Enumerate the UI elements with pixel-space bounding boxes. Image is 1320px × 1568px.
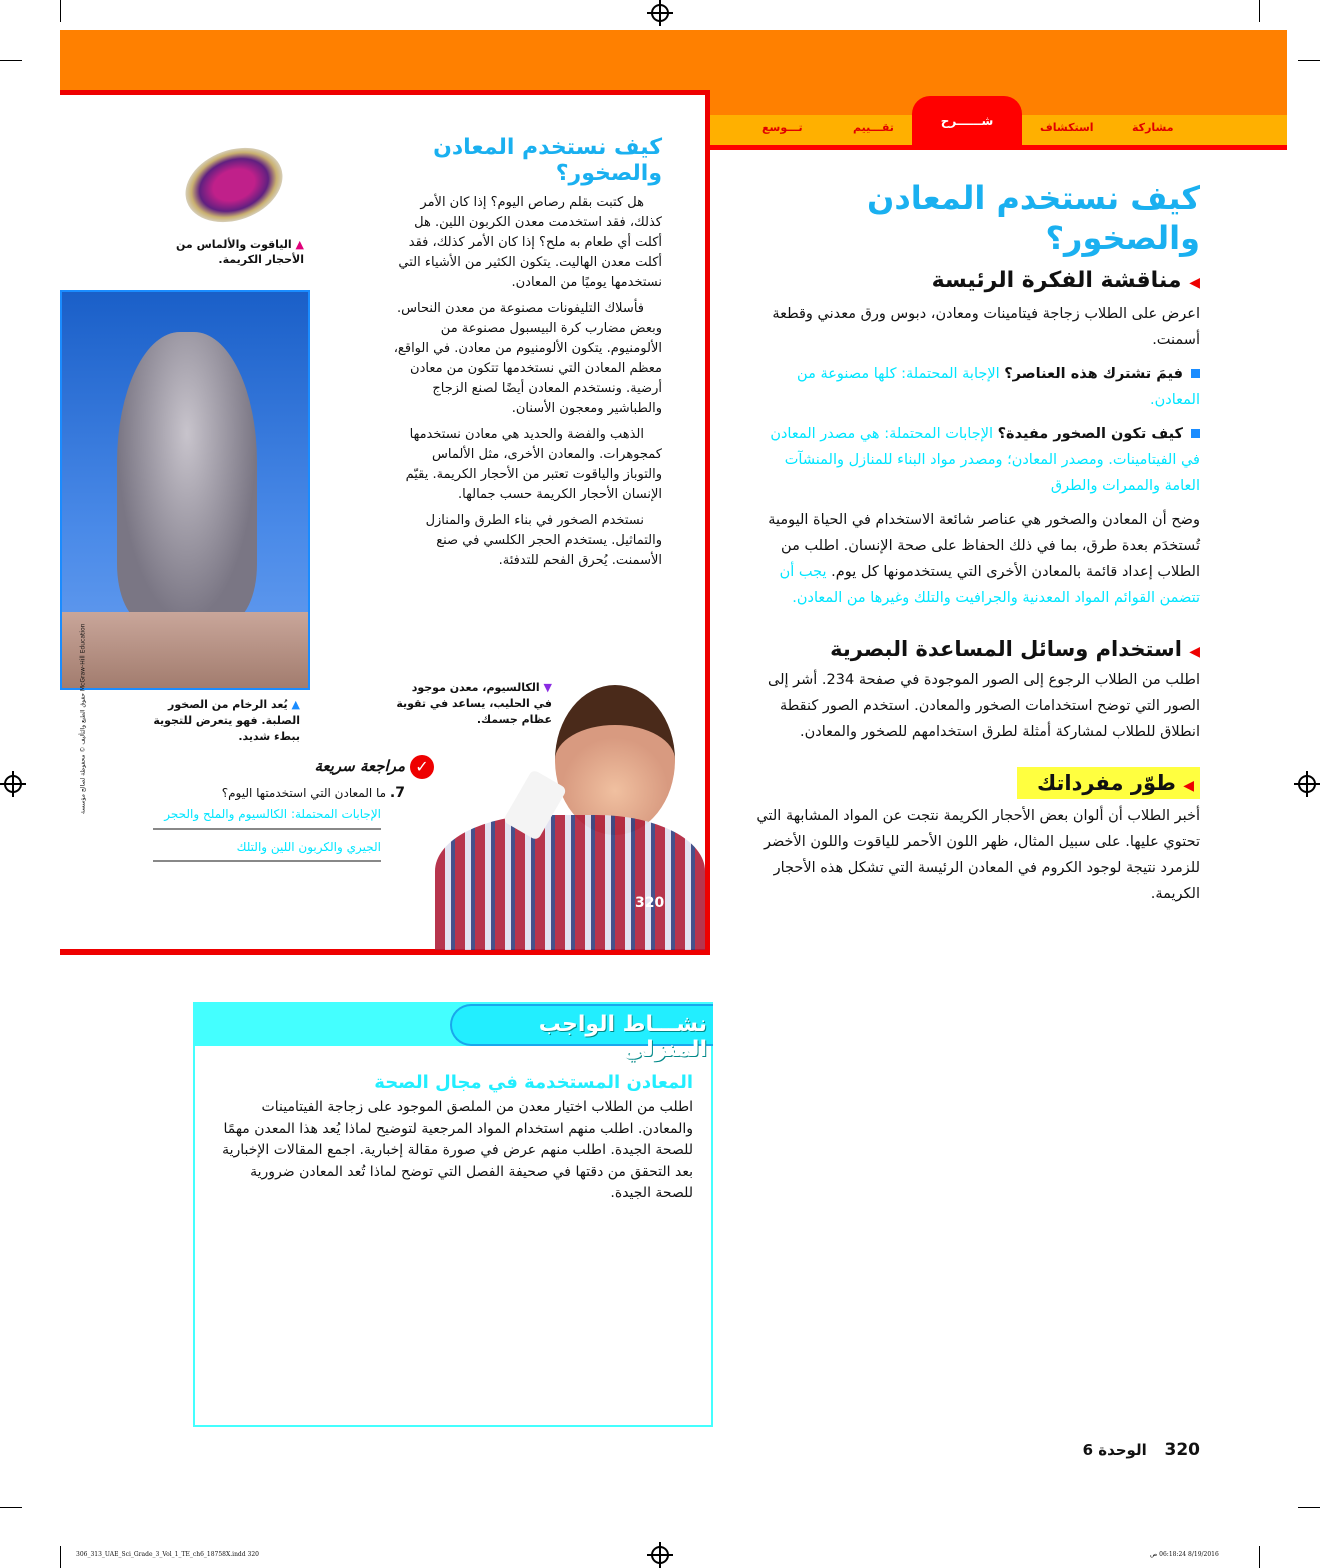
homework-banner-title: نشـــاط الواجب المنزلي — [450, 1004, 713, 1046]
student-page-number: 320 — [635, 895, 665, 911]
homework-text: اطلب من الطلاب اختيار معدن من الملصق الموجود على زجاجة الفيتامينات والمعادن. اطلب منهم استخدام المواد المرجعية لتوضيح لماذا يُعد هذا المعدن مهمًا للصحة الجيدة. اطلب منهم عرض في صورة مقالة إخبارية. اجمع المقالات الإخبارية بعد التحقق من دقتها في صحيفة الفصل التي توضح لماذا تُعد المعادن ضرورية للصحة الجيدة. — [222, 1099, 693, 1201]
question-2: كيف تكون الصخور مفيدة؟ الإجابات المحتملة: هي مصدر المعادن في الفيتامينات. ومصدر المعادن؛ ومصدر مواد البناء للمنازل والمنشآت العامة والممرات والطرق — [770, 426, 1200, 494]
tab-explore[interactable]: استكشاف — [1040, 121, 1094, 134]
date-stamp: 8/19/2016 06:18:24 ص — [1150, 1551, 1219, 1558]
visual-aids-heading: ◀ استخدام وسائل المساعدة البصرية — [830, 637, 1200, 661]
homework-heading: المعادن المستخدمة في مجال الصحة — [374, 1072, 693, 1093]
triangle-icon: ◀ — [1189, 644, 1200, 660]
marble-caption: ▲ يُعد الرخام من الصخور الصلبة. فهو يتعرض للتجوية ببطء شديد. — [153, 698, 300, 743]
triangle-icon: ◀ — [1183, 778, 1194, 794]
calcium-caption: ▼ الكالسيوم، معدن موجود في الحليب، يساعد في تقوية عظام جسمك. — [396, 681, 552, 726]
file-slug: 306_313_UAE_Sci_Grade_3_Vol_1_TE_ch6_18758X.indd 320 — [76, 1551, 259, 1558]
paragraph: هل كتبت بقلم رصاص اليوم؟ إذا كان الأمر كذلك، فقد استخدمت معدن الكربون اللين. هل أكلت أي طعام به ملح؟ إذا كان الأمر كذلك، فقد أكلت معدن الهاليت. يتكون الكثير من الأشياء التي نستخدمها يوميًا من المعادن. — [398, 195, 662, 290]
ring-image — [175, 135, 293, 235]
registration-mark-icon — [4, 775, 22, 793]
homework-box — [193, 1002, 713, 1427]
registration-mark-icon — [651, 4, 669, 22]
registration-mark-icon — [1298, 775, 1316, 793]
answer-line: الجيري والكربون اللين والتلك — [236, 840, 381, 854]
page-title: كيف نستخدم المعادن والصخور؟ — [867, 179, 1200, 257]
student-text — [390, 135, 662, 571]
bullet-icon — [1191, 429, 1200, 438]
main-idea-heading: ◀ مناقشة الفكرة الرئيسة — [931, 268, 1200, 293]
tab-evaluate[interactable]: تقـــييم — [853, 121, 894, 134]
lion-statue-image — [60, 290, 310, 690]
boy-drinking-milk-image — [435, 675, 705, 950]
explain-text: وضح أن المعادن والصخور هي عناصر شائعة الاستخدام في الحياة اليومية تُستخدَم بعدة طرق، بما في ذلك الحفاظ على صحة الإنسان. اطلب من الطلاب إعداد قائمة بالمعادن الأخرى التي يستخدمونها كل يوم. يجب أن تتضمن القوائم المواد المعدنية والجرافيت والتلك وغيرها من المعادن. — [768, 512, 1200, 606]
checkmark-icon: ✓ — [410, 755, 434, 779]
ring-caption: ▲ الياقوت والألماس من الأحجار الكريمة. — [176, 238, 304, 266]
triangle-icon: ◀ — [1189, 275, 1200, 291]
folio — [1080, 1440, 1200, 1460]
quick-check-title: مراجعة سريعة — [314, 757, 405, 775]
paragraph: الذهب والفضة والحديد هي معادن نستخدمها كمجوهرات. والمعادن الأخرى، مثل الألماس والتوباز والياقوت تعتبر من الأحجار الكريمة. يقيّم الإنسان الأحجار الكريمة حسب جمالها. — [405, 427, 662, 502]
visual-aids-text: اطلب من الطلاب الرجوع إلى الصور الموجودة في صفحة 234. أشر إلى الصور التي توضح استخدامات الصخور والمعادن. استخدم الصور كنقطة انطلاق للطلاب لمشاركة أمثلة لطرق استخدامهم للصخور والمعادن. — [768, 672, 1200, 740]
tab-explain[interactable]: شــــــرح — [912, 96, 1022, 150]
homework-content — [215, 1072, 693, 1205]
page-number: 320 — [1164, 1440, 1200, 1460]
teacher-column — [750, 178, 1200, 907]
student-page — [60, 90, 710, 955]
registration-mark-icon — [651, 1546, 669, 1564]
vocabulary-text: أخبر الطلاب أن ألوان بعض الأحجار الكريمة نتجت عن المواد المشابهة التي تحتوي عليها. على سبيل المثال، ظهر اللون الأحمر للياقوت واللون الأخضر للزمرد نتيجة لوجود الكروم في المعادن الرئيسة التي تشكل هذه الأحجار الكريمة. — [756, 808, 1200, 902]
main-idea-text: اعرض على الطلاب زجاجة فيتامينات ومعادن، دبوس ورق معدني وقطعة أسمنت. — [772, 306, 1200, 348]
student-title: كيف نستخدم المعادن والصخور؟ — [433, 135, 662, 186]
quick-check: 7. ما المعادن التي استخدمتها اليوم؟ — [221, 785, 405, 801]
vocabulary-heading: ◀ طوّر مفرداتك — [1017, 767, 1200, 799]
tab-extend[interactable]: تـــوسع — [762, 121, 803, 134]
quick-check-question: ما المعادن التي استخدمتها اليوم؟ — [221, 786, 387, 800]
unit-label: الوحدة 6 — [1082, 1441, 1147, 1459]
bullet-icon — [1191, 369, 1200, 378]
answer-line: الإجابات المحتملة: الكالسيوم والملح والحجر — [164, 807, 381, 821]
question-1: فيمَ تشترك هذه العناصر؟ الإجابة المحتملة: كلها مصنوعة من المعادن. — [797, 366, 1200, 408]
paragraph: نستخدم الصخور في بناء الطرق والمنازل والتماثيل. يستخدم الحجر الكلسي في صنع الأسمنت. يُحرق الفحم للتدفئة. — [425, 513, 662, 568]
copyright-text: McGraw-Hill Education حقوق الطبع والتأليف © محفوظة لصالح مؤسسة — [79, 623, 87, 814]
paragraph: فأسلاك التليفونات مصنوعة من معدن النحاس. وبعض مضارب كرة البيسبول مصنوعة من الألومنيوم. يتكون الألومنيوم من معادن. في الواقع، معظم المعادن التي نستخدمها تتكون من معادن أرضية. ونستخدم المعادن أيضًا لصنع الزجاج والطباشير ومعجون الأسنان. — [393, 301, 662, 416]
tab-share[interactable]: مشاركة — [1132, 121, 1174, 134]
